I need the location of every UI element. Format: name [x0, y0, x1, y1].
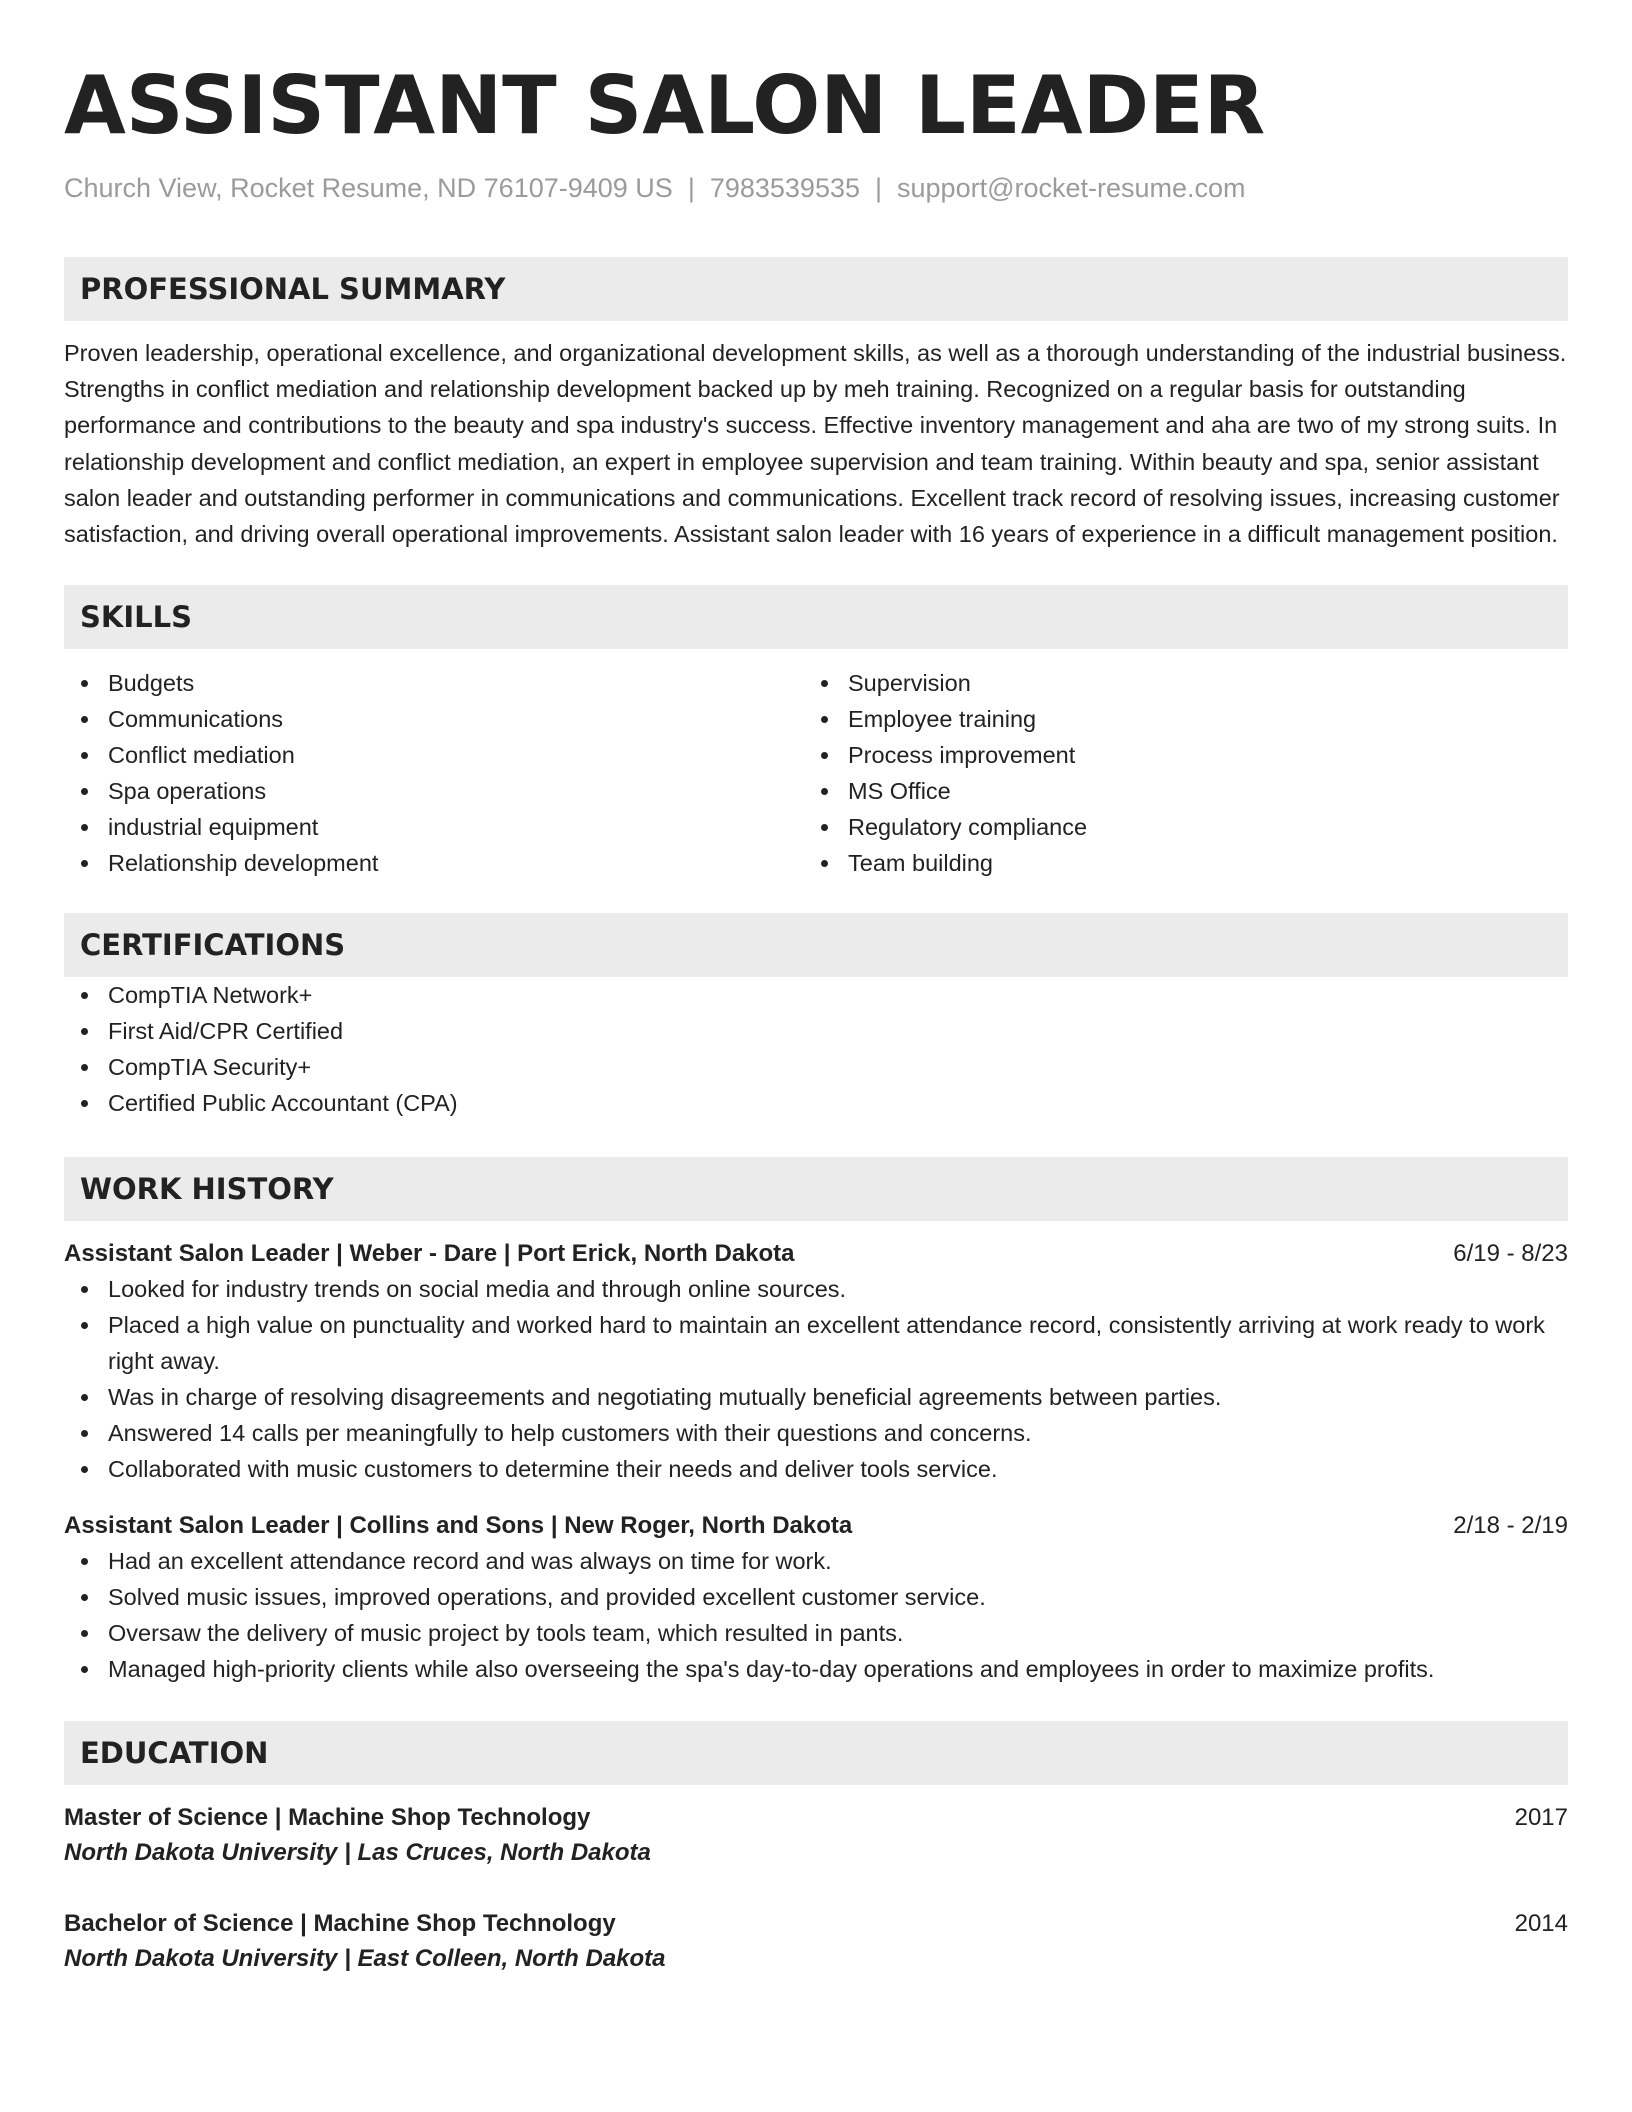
bullet-icon — [81, 788, 88, 795]
bullet-icon — [81, 752, 88, 759]
bullet-icon — [821, 788, 828, 795]
contact-email: support@rocket-resume.com — [897, 173, 1246, 203]
contact-phone: 7983539535 — [709, 173, 860, 203]
education-year: 2014 — [1514, 1910, 1568, 1938]
certification-item: First Aid/CPR Certified — [64, 1013, 1568, 1049]
section-header-work-history: WORK HISTORY — [64, 1157, 1568, 1221]
skill-item: Process improvement — [804, 737, 1544, 773]
education-heading — [64, 1907, 1568, 1941]
job-entry — [64, 1509, 1568, 1687]
summary-paragraph: Proven leadership, operational excellence, and organizational development skills, as well as a thorough understanding of the industrial business. Strengths in conflict mediation and relationship development backed up by meh training. Recognized on a regular basis for outstanding performance and contributions to the beauty and spa industry's success. Effective inventory management and aha are two of my strong suits. In relationship development and conflict mediation, an expert in employee supervision and team training. Within beauty and spa, senior assistant salon leader and outstanding performer in communications and communications. Excellent track record of resolving issues, increasing customer satisfaction, and driving overall operational improvements. Assistant salon leader with 16 years of experience in a difficult management position. — [64, 340, 1567, 548]
certification-item: CompTIA Security+ — [64, 1049, 1568, 1085]
certification-item: Certified Public Accountant (CPA) — [64, 1085, 1568, 1121]
skill-item: Employee training — [804, 701, 1544, 737]
skills-column-right — [804, 665, 1544, 881]
job-title: Assistant Salon Leader | Weber - Dare | Port Erick, North Dakota — [64, 1240, 795, 1268]
skills-list — [64, 665, 1568, 881]
job-duties-list — [64, 1543, 1568, 1687]
bullet-icon — [821, 860, 828, 867]
job-duty-item: Looked for industry trends on social media and through online sources. — [64, 1271, 1568, 1307]
job-duty-item: Collaborated with music customers to determine their needs and deliver tools service. — [64, 1451, 1568, 1487]
job-entry — [64, 1237, 1568, 1487]
skill-item: Budgets — [64, 665, 804, 701]
skill-item: Regulatory compliance — [804, 809, 1544, 845]
bullet-icon — [81, 1286, 88, 1293]
job-duty-item: Was in charge of resolving disagreements and negotiating mutually beneficial agreements between parties. — [64, 1379, 1568, 1415]
skill-item: MS Office — [804, 773, 1544, 809]
education-year: 2017 — [1514, 1804, 1568, 1832]
education-entry — [64, 1907, 1568, 1977]
job-dates: 2/18 - 2/19 — [1453, 1512, 1568, 1540]
bullet-icon — [81, 1594, 88, 1601]
section-header-certifications: CERTIFICATIONS — [64, 913, 1568, 977]
skill-item: Team building — [804, 845, 1544, 881]
bullet-icon — [81, 716, 88, 723]
bullet-icon — [81, 1064, 88, 1071]
job-duty-item: Solved music issues, improved operations, and provided excellent customer service. — [64, 1579, 1568, 1615]
job-duties-list — [64, 1271, 1568, 1487]
job-duty-item: Managed high-priority clients while also overseeing the spa's day-to-day operations and employees in order to maximize profits. — [64, 1651, 1568, 1687]
bullet-icon — [81, 1466, 88, 1473]
skill-item: Spa operations — [64, 773, 804, 809]
bullet-icon — [81, 1430, 88, 1437]
candidate-name: ASSISTANT SALON LEADER — [64, 59, 1266, 152]
education-degree: Bachelor of Science | Machine Shop Technology — [64, 1910, 616, 1938]
bullet-icon — [81, 1558, 88, 1565]
certifications-list — [64, 977, 1568, 1121]
job-title: Assistant Salon Leader | Collins and Sons | New Roger, North Dakota — [64, 1512, 853, 1540]
bullet-icon — [81, 680, 88, 687]
job-duty-item: Answered 14 calls per meaningfully to help customers with their questions and concerns. — [64, 1415, 1568, 1451]
skill-item: Supervision — [804, 665, 1544, 701]
section-header-summary: PROFESSIONAL SUMMARY — [64, 257, 1568, 321]
contact-separator: | — [875, 173, 883, 203]
bullet-icon — [81, 1666, 88, 1673]
section-header-skills: SKILLS — [64, 585, 1568, 649]
contact-address: Church View, Rocket Resume, ND 76107-9409 US — [64, 173, 673, 203]
bullet-icon — [81, 992, 88, 999]
skill-item: Relationship development — [64, 845, 804, 881]
bullet-icon — [81, 1322, 88, 1329]
skill-item: Communications — [64, 701, 804, 737]
education-degree: Master of Science | Machine Shop Technology — [64, 1804, 591, 1832]
job-duty-item: Had an excellent attendance record and was always on time for work. — [64, 1543, 1568, 1579]
education-heading — [64, 1801, 1568, 1835]
contact-line — [64, 170, 1568, 206]
contact-separator: | — [687, 173, 695, 203]
skills-column-left — [64, 665, 804, 881]
bullet-icon — [821, 824, 828, 831]
skill-item: industrial equipment — [64, 809, 804, 845]
education-entry — [64, 1801, 1568, 1871]
job-heading — [64, 1509, 1568, 1543]
bullet-icon — [81, 1028, 88, 1035]
education-school: North Dakota University | East Colleen, North Dakota — [64, 1945, 666, 1973]
bullet-icon — [821, 752, 828, 759]
certification-item: CompTIA Network+ — [64, 977, 1568, 1013]
bullet-icon — [821, 716, 828, 723]
job-duty-item: Oversaw the delivery of music project by tools team, which resulted in pants. — [64, 1615, 1568, 1651]
skill-item: Conflict mediation — [64, 737, 804, 773]
bullet-icon — [821, 680, 828, 687]
bullet-icon — [81, 1630, 88, 1637]
job-duty-item: Placed a high value on punctuality and worked hard to maintain an excellent attendance record, consistently arriving at work ready to work right away. — [64, 1307, 1568, 1379]
section-header-education: EDUCATION — [64, 1721, 1568, 1785]
education-school: North Dakota University | Las Cruces, North Dakota — [64, 1839, 651, 1867]
bullet-icon — [81, 1100, 88, 1107]
job-heading — [64, 1237, 1568, 1271]
job-dates: 6/19 - 8/23 — [1453, 1240, 1568, 1268]
bullet-icon — [81, 824, 88, 831]
bullet-icon — [81, 860, 88, 867]
bullet-icon — [81, 1394, 88, 1401]
